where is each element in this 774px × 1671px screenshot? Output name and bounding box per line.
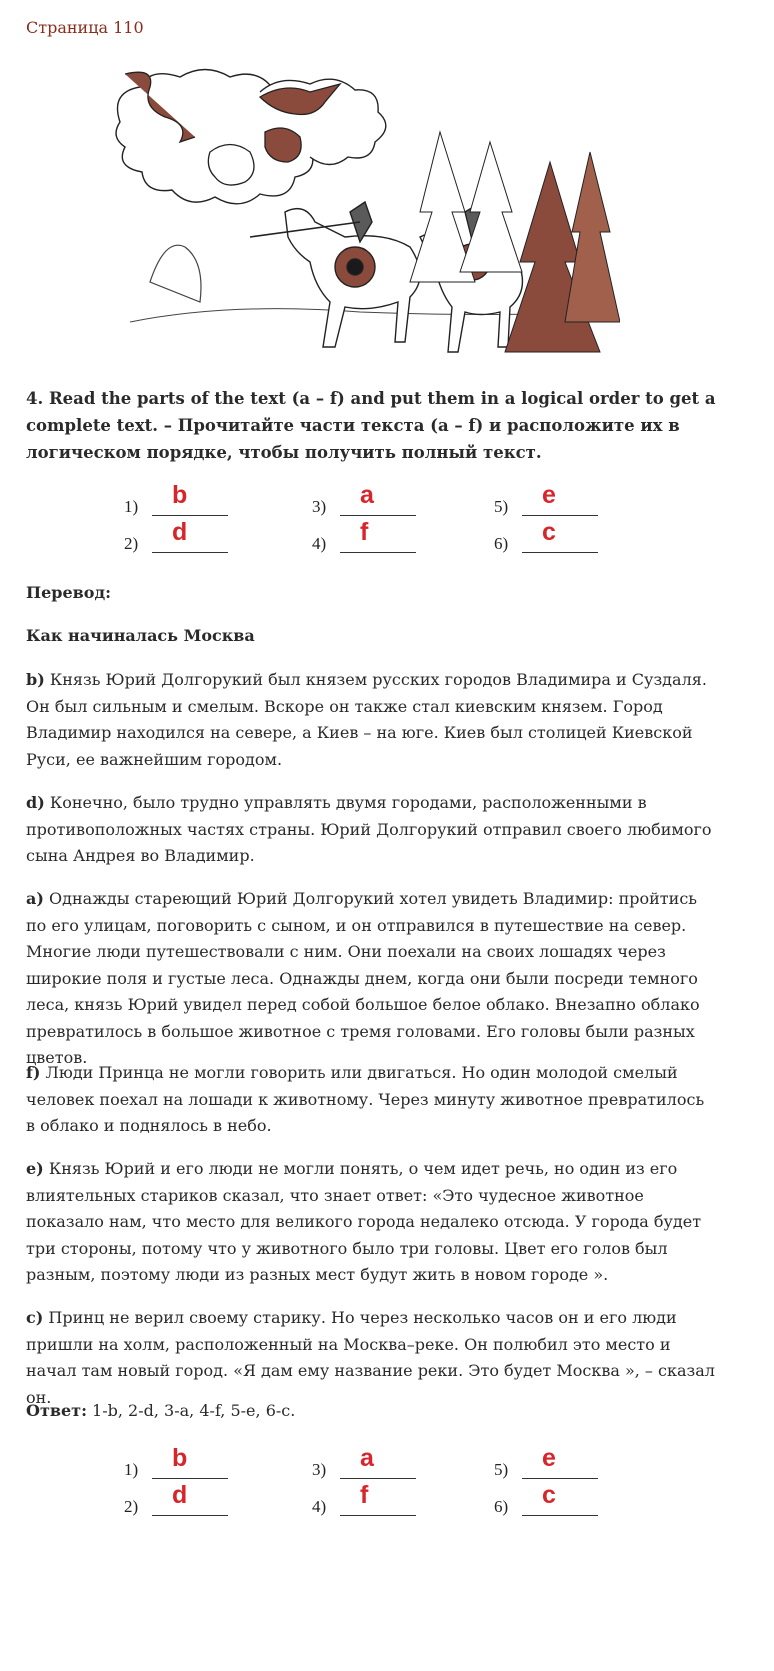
answer-item: [308, 1481, 468, 1517]
answer-number: 6): [494, 1497, 509, 1516]
answer-number: 3): [312, 1460, 327, 1479]
paragraph-a: [26, 886, 716, 1072]
answer-item: [490, 518, 650, 554]
answer-underline: [340, 1478, 416, 1479]
answer-item: [490, 1444, 650, 1480]
answer-letter: f: [360, 518, 369, 546]
paragraph-label: f): [26, 1063, 41, 1082]
illustration-dragon-and-riders: [110, 62, 620, 368]
answer-grid-top: [120, 481, 620, 561]
answer-letter: c: [542, 518, 556, 546]
paragraph-label: b): [26, 670, 45, 689]
paragraph-label: a): [26, 889, 44, 908]
forest-trees: [410, 132, 620, 352]
answer-underline: [152, 1478, 228, 1479]
answer-item: [490, 1481, 650, 1517]
paragraph-text: Конечно, было трудно управлять двумя городами, расположенными в противоположных частях страны. Юрий Долгорукий отправил своего любимого сына Андрея во Владимир.: [26, 793, 712, 865]
answer-letter: a: [360, 1444, 374, 1472]
answer-letter: e: [542, 481, 556, 509]
paragraph-text: Однажды стареющий Юрий Долгорукий хотел увидеть Владимир: пройтись по его улицам, поговорить с сыном, и он отправился в путешествие на север. Многие люди путешествовали с ним. Они поехали на своих лошадях через широкие поля и густые леса. Однажды днем, когда они были посреди темного леса, князь Юрий увидел перед собой большое белое облако. Внезапно облако превратилось в большое животное с тремя головами. Его головы были разных цветов.: [26, 889, 700, 1067]
answer-number: 2): [124, 1497, 139, 1516]
final-answer: [26, 1401, 295, 1420]
answer-letter: b: [172, 1444, 188, 1472]
answer-item: [308, 1444, 468, 1480]
answer-number: 6): [494, 534, 509, 553]
paragraph-label: c): [26, 1308, 44, 1327]
answer-underline: [522, 1478, 598, 1479]
answer-letter: d: [172, 1481, 188, 1509]
paragraph-text: Князь Юрий и его люди не могли понять, о чем идет речь, но один из его влиятельных стариков сказал, что знает ответ: «Это чудесное животное показало нам, что место для великого города недалеко отсюда. У города будет три стороны, потому что у животного было три головы. Цвет его голов был разным, поэтому люди из разных мест будут жить в новом городе ».: [26, 1159, 702, 1284]
paragraph-c: [26, 1305, 716, 1411]
answer-grid-bottom: [120, 1444, 620, 1524]
answer-letter: e: [542, 1444, 556, 1472]
paragraph-e: [26, 1156, 716, 1289]
page-number-label: Страница 110: [26, 18, 144, 37]
answer-item: [120, 518, 280, 554]
answer-number: 3): [312, 497, 327, 516]
answer-number: 1): [124, 497, 139, 516]
task-instructions: 4. Read the parts of the text (a – f) and put them in a logical order to get a complete text. – Прочитайте части текста (a – f) и расположите их в логическом порядке, чтобы получить полный текст.: [26, 389, 716, 462]
answer-letter: a: [360, 481, 374, 509]
paragraph-label: e): [26, 1159, 44, 1178]
paragraph-f: [26, 1060, 716, 1140]
answer-underline: [522, 1515, 598, 1516]
answer-letter: c: [542, 1481, 556, 1509]
paragraph-text: Князь Юрий Долгорукий был князем русских городов Владимира и Суздаля. Он был сильным и смелым. Вскоре он также стал киевским князем. Город Владимир находился на севере, а Киев – на юге. Киев был столицей Киевской Руси, ее важнейшим городом.: [26, 670, 707, 769]
translation-heading: Перевод:: [26, 583, 112, 602]
answer-item: [120, 1444, 280, 1480]
answer-letter: f: [360, 1481, 369, 1509]
answer-item: [490, 481, 650, 517]
answer-item: [308, 518, 468, 554]
answer-item: [308, 481, 468, 517]
story-title: Как начиналась Москва: [26, 626, 255, 645]
answer-number: 1): [124, 1460, 139, 1479]
answer-underline: [522, 515, 598, 516]
answer-underline: [522, 552, 598, 553]
answer-underline: [152, 1515, 228, 1516]
answer-letter: b: [172, 481, 188, 509]
paragraph-b: [26, 667, 716, 773]
answer-number: 5): [494, 497, 509, 516]
paragraph-label: d): [26, 793, 45, 812]
answer-number: 4): [312, 534, 327, 553]
cloud-illustration: [116, 70, 386, 204]
answer-underline: [152, 515, 228, 516]
answer-underline: [340, 515, 416, 516]
paragraph-text: Принц не верил своему старику. Но через несколько часов он и его люди пришли на холм, расположенный на Москва–реке. Он полюбил это место и начал там новый город. «Я дам ему название реки. Это будет Москва », – сказал он.: [26, 1308, 715, 1407]
paragraph-text: Люди Принца не могли говорить или двигаться. Но один молодой смелый человек поехал на лошади к животному. Через минуту животное превратилось в облако и поднялось в небо.: [26, 1063, 705, 1135]
answer-letter: d: [172, 518, 188, 546]
answer-underline: [340, 1515, 416, 1516]
answer-item: [120, 1481, 280, 1517]
answer-item: [120, 481, 280, 517]
answer-underline: [152, 552, 228, 553]
answer-number: 4): [312, 1497, 327, 1516]
answer-number: 2): [124, 534, 139, 553]
answer-label: Ответ:: [26, 1401, 87, 1420]
answer-underline: [340, 552, 416, 553]
answer-sequence: 1-b, 2-d, 3-a, 4-f, 5-e, 6-c.: [86, 1401, 296, 1420]
answer-number: 5): [494, 1460, 509, 1479]
paragraph-d: [26, 790, 716, 870]
